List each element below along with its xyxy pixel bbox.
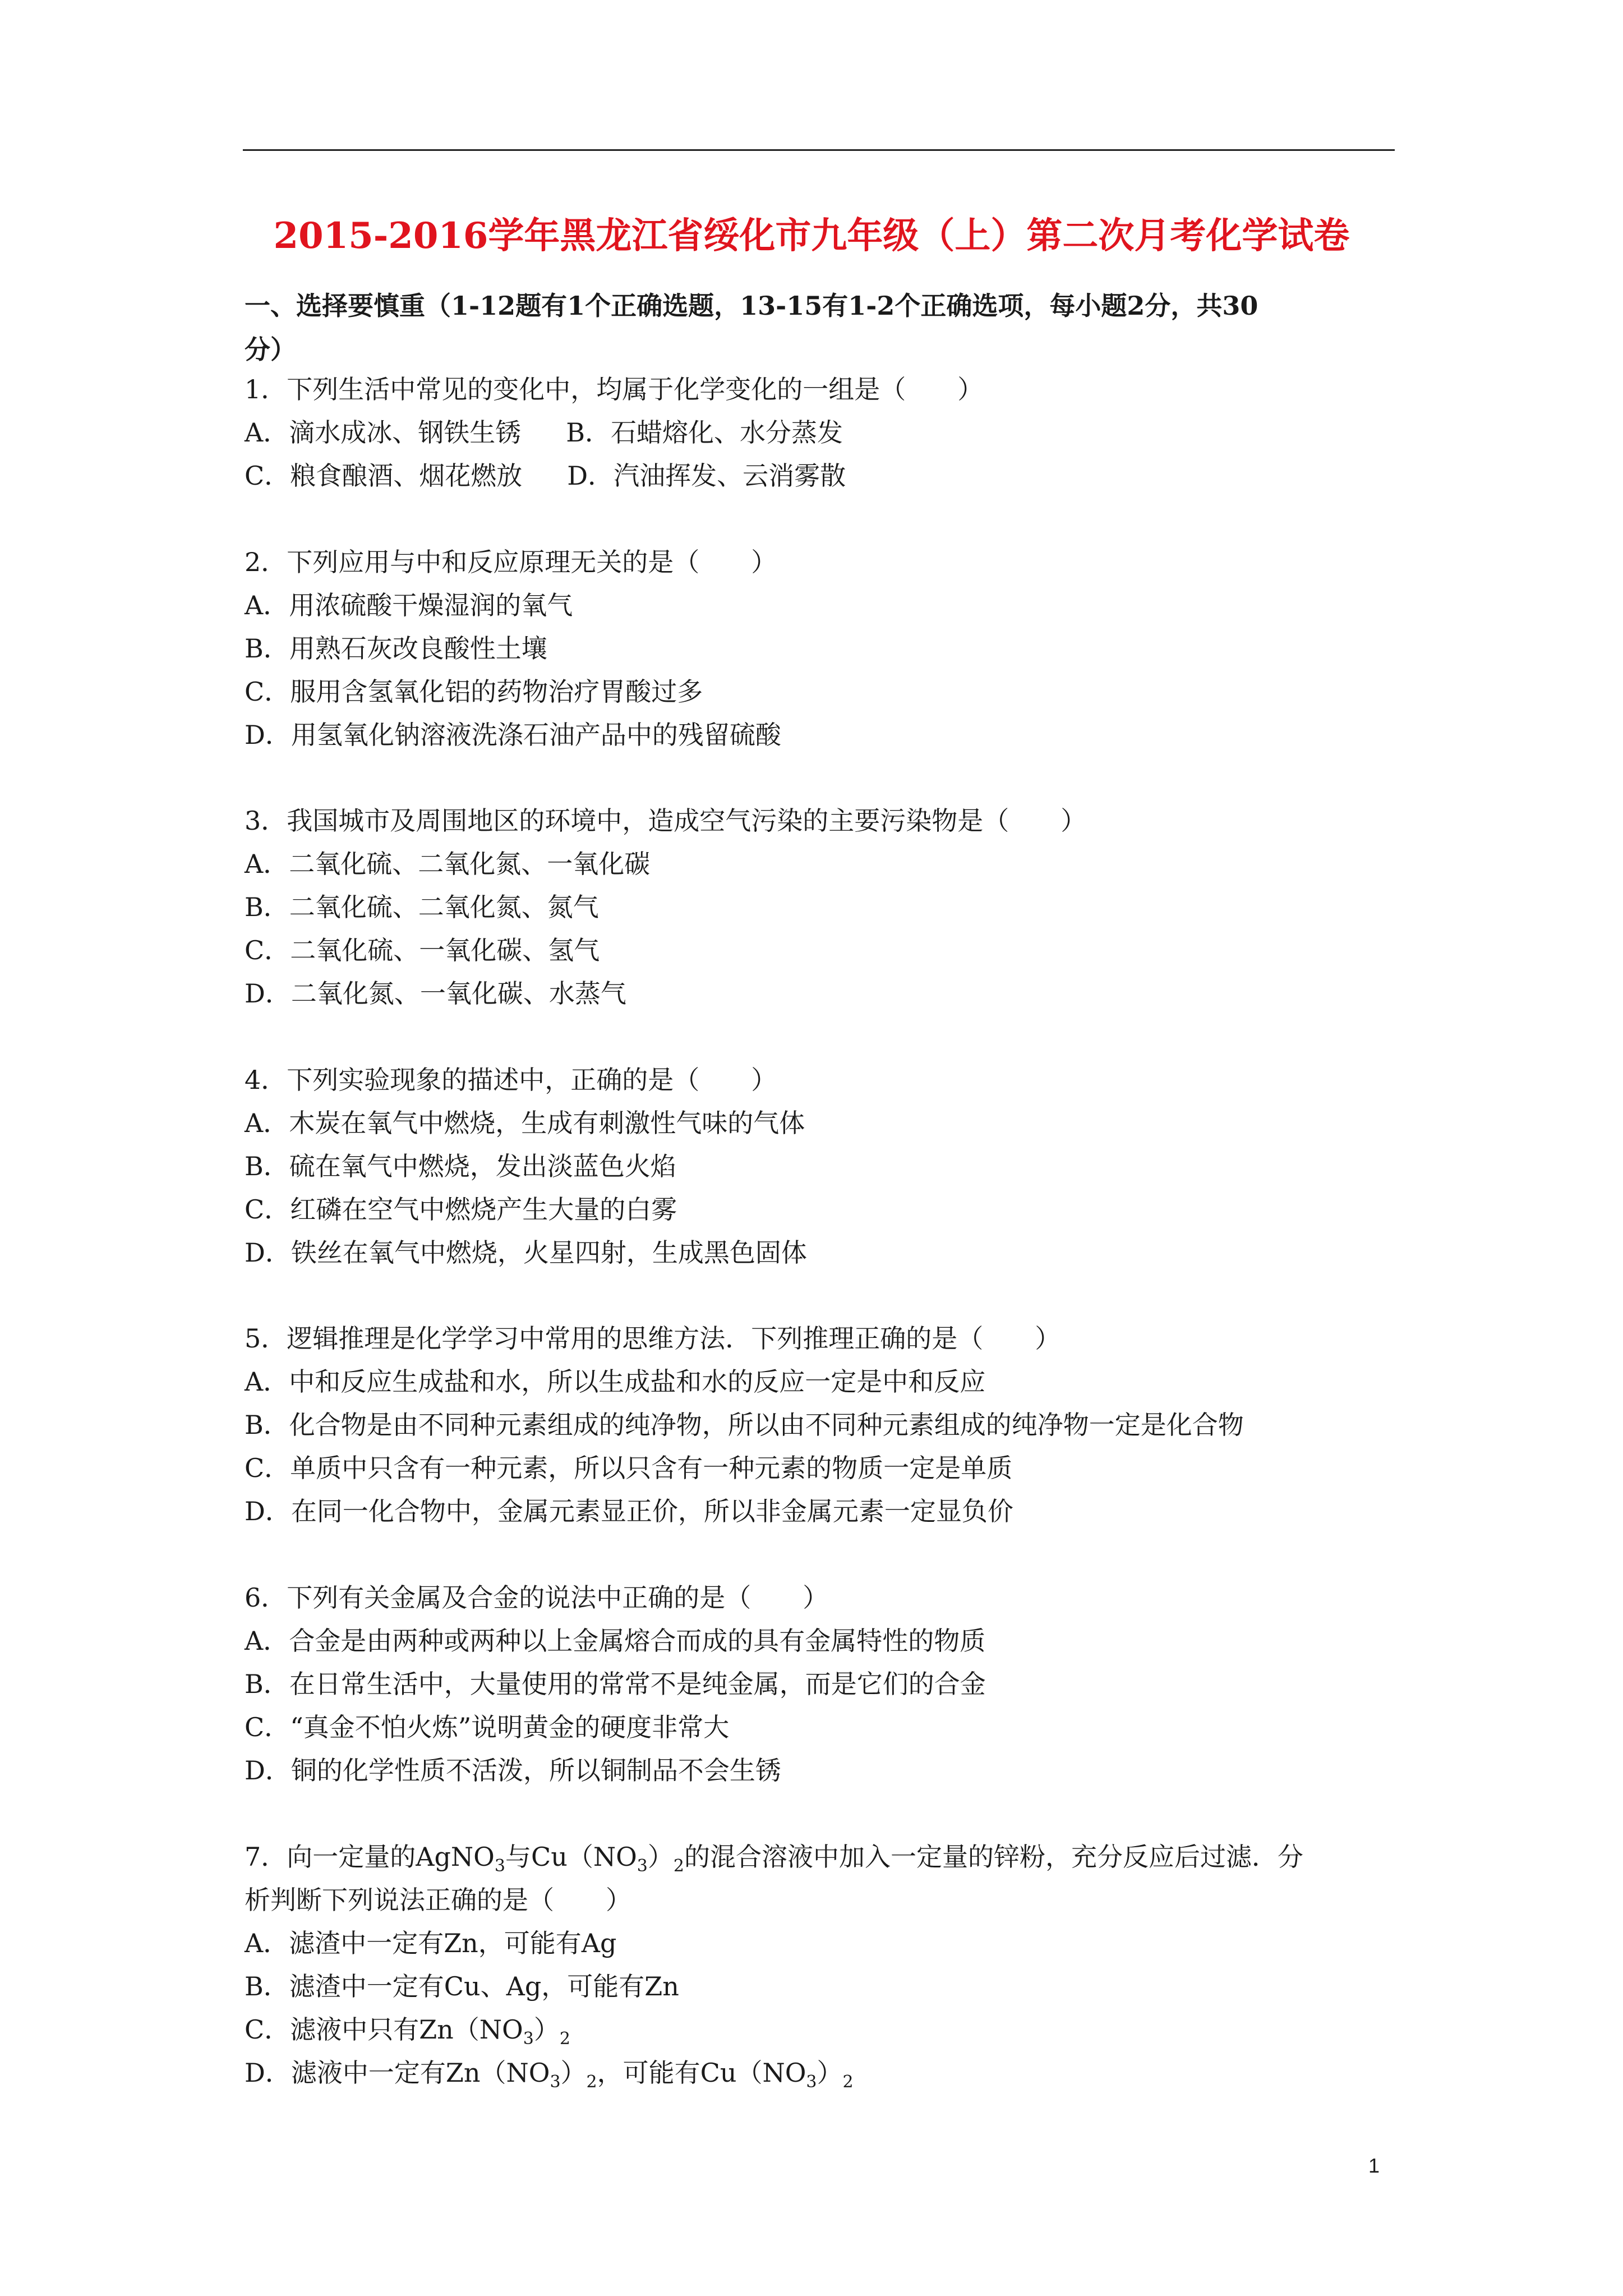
exam-title: 2015-2016学年黑龙江省绥化市九年级（上）第二次月考化学试卷 [273,215,1350,257]
option-a: A．中和反应生成盐和水，所以生成盐和水的反应一定是中和反应 [245,1366,986,1397]
option-c [245,2008,1400,2051]
option-c: C．红磷在空气中燃烧产生大量的白雾 [245,1194,677,1225]
subscript: 3 [494,1856,505,1876]
question-1 [245,368,1400,498]
option-d: D．汽油挥发、云消雾散 [567,461,846,491]
option-b: B．滤渣中一定有Cu、Ag，可能有Zn [245,1971,679,2001]
option-text: C．滤液中只有Zn（NO [245,2014,523,2045]
option-text: ） [533,2014,560,2045]
question-2 [245,541,1400,757]
option-a: A．合金是由两种或两种以上金属熔合而成的具有金属特性的物质 [245,1626,986,1656]
option-c: C．单质中只含有一种元素，所以只含有一种元素的物质一定是单质 [245,1453,1013,1483]
subscript: 2 [673,1856,684,1876]
option-text: D．滤液中一定有Zn（NO [245,2058,550,2088]
option-a: A．滴水成冰、钢铁生锈 [245,417,522,448]
option-a: A．木炭在氧气中燃烧，生成有刺激性气味的气体 [245,1108,805,1138]
option-b: B．用熟石灰改良酸性土壤 [245,633,547,664]
option-a: A．二氧化硫、二氧化氮、一氧化碳 [245,849,651,879]
question-stem-line1 [245,1835,1400,1879]
section-heading-line1: 一、选择要慎重（1-12题有1个正确选题，13-15有1-2个正确选项，每小题2分，共30 [245,291,1258,321]
option-a: A．用浓硫酸干燥湿润的氧气 [245,590,573,620]
subscript: 3 [523,2029,534,2049]
option-b: B．二氧化硫、二氧化氮、氮气 [245,892,599,922]
subscript: 3 [806,2072,817,2092]
question-stem: 5．逻辑推理是化学学习中常用的思维方法．下列推理正确的是（ ） [245,1323,1061,1354]
option-c: C．服用含氢氧化铝的药物治疗胃酸过多 [245,677,703,707]
question-stem: 2．下列应用与中和反应原理无关的是（ ） [245,547,777,577]
question-stem: 3．我国城市及周围地区的环境中，造成空气污染的主要污染物是（ ） [245,806,1087,836]
question-stem-line2: 析判断下列说法正确的是（ ） [245,1885,631,1915]
subscript: 3 [550,2072,561,2092]
option-d: D．在同一化合物中，金属元素显正价，所以非金属元素一定显负价 [245,1496,1013,1526]
subscript: 3 [637,1856,648,1876]
option-text: ） [560,2058,587,2088]
header-rule [243,149,1395,151]
options-row [245,454,1400,498]
section-heading [245,284,1383,371]
question-4 [245,1059,1400,1274]
option-d: D．用氢氧化钠溶液洗涤石油产品中的残留硫酸 [245,720,781,750]
option-c: C．粮食酿酒、烟花燃放 [245,461,523,491]
option-d: D．二氧化氮、一氧化碳、水蒸气 [245,978,626,1009]
subscript: 2 [586,2072,597,2092]
question-5 [245,1317,1400,1533]
subscript: 2 [559,2029,570,2049]
section-heading-line2: 分） [245,334,296,365]
question-stem: 1．下列生活中常见的变化中，均属于化学变化的一组是（ ） [245,374,984,404]
subscript: 2 [842,2072,854,2092]
page-number: 1 [1368,2154,1380,2177]
option-c: C．“真金不怕火炼”说明黄金的硬度非常大 [245,1712,730,1742]
options-row [245,411,1400,454]
option-d: D．铜的化学性质不活泼，所以铜制品不会生锈 [245,1755,781,1786]
question-6 [245,1576,1400,1792]
option-d: D．铁丝在氧气中燃烧，火星四射，生成黑色固体 [245,1237,807,1268]
stem-text: 7．向一定量的AgNO [245,1842,495,1872]
option-b: B．在日常生活中，大量使用的常常不是纯金属，而是它们的合金 [245,1669,986,1699]
option-c: C．二氧化硫、一氧化碳、氢气 [245,935,600,965]
option-text: ） [817,2058,843,2088]
question-7 [245,1835,1400,2095]
question-stem: 6．下列有关金属及合金的说法中正确的是（ ） [245,1582,829,1613]
question-stem: 4．下列实验现象的描述中，正确的是（ ） [245,1065,777,1095]
option-b: B．化合物是由不同种元素组成的纯净物，所以由不同种元素组成的纯净物一定是化合物 [245,1410,1244,1440]
option-b: B．硫在氧气中燃烧，发出淡蓝色火焰 [245,1151,676,1181]
option-text: ，可能有Cu（NO [597,2058,806,2088]
option-b: B．石蜡熔化、水分蒸发 [566,417,843,448]
option-a: A．滤渣中一定有Zn，可能有Ag [245,1928,617,1958]
stem-text: 与Cu（NO [505,1842,637,1872]
stem-text: 的混合溶液中加入一定量的锌粉，充分反应后过滤．分 [684,1842,1303,1872]
option-d [245,2051,1400,2095]
stem-text: ） [647,1842,674,1872]
question-3 [245,799,1400,1015]
